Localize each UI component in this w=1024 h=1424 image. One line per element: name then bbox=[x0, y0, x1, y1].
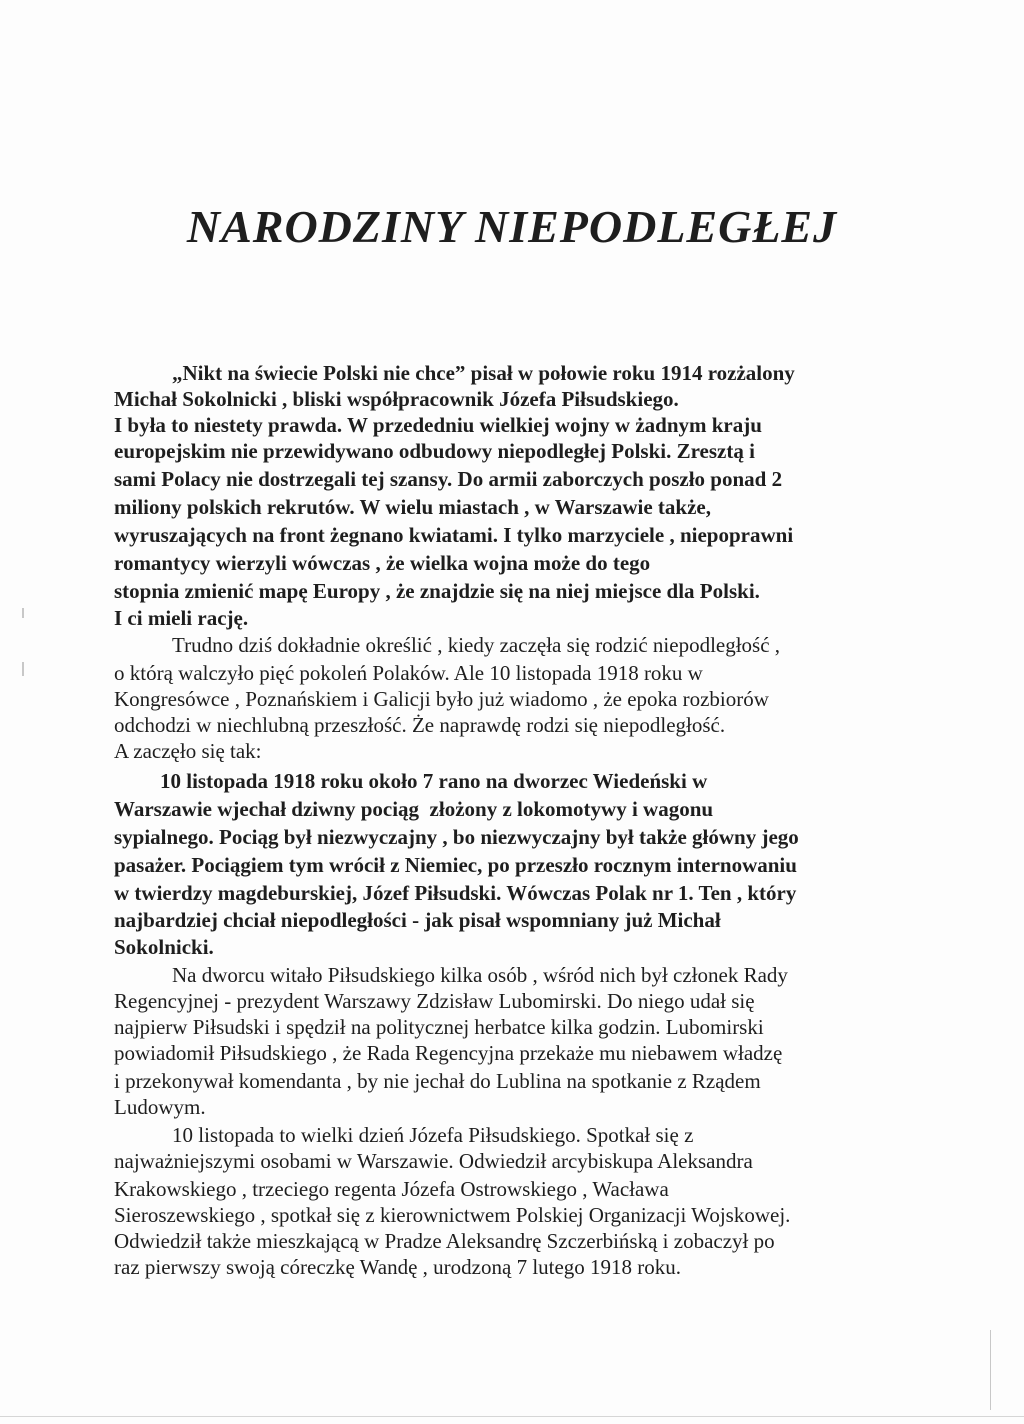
paragraph-3-line-5: w twierdzy magdeburskiej, Józef Piłsudski. Wówczas Polak nr 1. Ten , który bbox=[114, 881, 797, 905]
paragraph-1-line-9: stopnia zmienić mapę Europy , że znajdzie się na niej miejsce dla Polski. bbox=[114, 579, 760, 603]
paragraph-5-line-4: Sieroszewskiego , spotkał się z kierownictwem Polskiej Organizacji Wojskowej. bbox=[114, 1203, 791, 1227]
paragraph-1-line-8: romantycy wierzyli wówczas , że wielka wojna może do tego bbox=[114, 551, 651, 575]
document-title: NARODZINY NIEPODLEGŁEJ bbox=[186, 201, 838, 252]
paragraph-5-line-2: najważniejszymi osobami w Warszawie. Odwiedził arcybiskupa Aleksandra bbox=[114, 1149, 753, 1173]
paragraph-3-line-3: sypialnego. Pociąg był niezwyczajny , bo niezwyczajny był także główny jego bbox=[114, 825, 799, 849]
paragraph-4-line-6: Ludowym. bbox=[114, 1095, 206, 1119]
paragraph-2-line-1: Trudno dziś dokładnie określić , kiedy zaczęła się rodzić niepodległość , bbox=[172, 633, 781, 657]
paragraph-4-line-5: i przekonywał komendanta , by nie jechał do Lublina na spotkanie z Rządem bbox=[114, 1069, 761, 1093]
scan-edge-line bbox=[990, 1330, 991, 1410]
paragraph-3-line-6: najbardziej chciał niepodległości - jak pisał wspomniany już Michał bbox=[114, 908, 721, 932]
paragraph-1-line-2: Michał Sokolnicki , bliski współpracownik Józefa Piłsudskiego. bbox=[114, 387, 679, 411]
paragraph-5-line-6: raz pierwszy swoją córeczkę Wandę , urodzoną 7 lutego 1918 roku. bbox=[114, 1255, 682, 1279]
paragraph-3-line-7: Sokolnicki. bbox=[114, 935, 214, 959]
scan-bottom-line bbox=[0, 1416, 1024, 1417]
paragraph-5-line-3: Krakowskiego , trzeciego regenta Józefa Ostrowskiego , Wacława bbox=[114, 1177, 669, 1201]
paragraph-1-line-6: miliony polskich rekrutów. W wielu miastach , w Warszawie także, bbox=[114, 495, 711, 519]
paragraph-1-line-3: I była to niestety prawda. W przededniu wielkiej wojny w żadnym kraju bbox=[114, 413, 762, 437]
paragraph-2-line-5: A zaczęło się tak: bbox=[114, 739, 262, 763]
paragraph-1-line-5: sami Polacy nie dostrzegali tej szansy. Do armii zaborczych poszło ponad 2 bbox=[114, 467, 783, 491]
paragraph-3-line-4: pasażer. Pociągiem tym wrócił z Niemiec, po przeszło rocznym internowaniu bbox=[114, 853, 797, 877]
paragraph-1-line-10: I ci mieli rację. bbox=[114, 606, 249, 630]
scan-speck bbox=[22, 662, 24, 676]
paragraph-3-line-1: 10 listopada 1918 roku około 7 rano na dworzec Wiedeński w bbox=[160, 769, 708, 793]
paragraph-2-line-4: odchodzi w niechlubną przeszłość. Że naprawdę rodzi się niepodległość. bbox=[114, 713, 726, 737]
paragraph-1-line-7: wyruszających na front żegnano kwiatami. I tylko marzyciele , niepoprawni bbox=[114, 523, 794, 547]
paragraph-2-line-2: o którą walczyło pięć pokoleń Polaków. Ale 10 listopada 1918 roku w bbox=[114, 661, 703, 685]
scan-speck bbox=[22, 608, 24, 618]
paragraph-2-line-3: Kongresówce , Poznańskiem i Galicji było już wiadomo , że epoka rozbiorów bbox=[114, 687, 769, 711]
paragraph-4-line-2: Regencyjnej - prezydent Warszawy Zdzisław Lubomirski. Do niego udał się bbox=[114, 989, 755, 1013]
paragraph-5-line-1: 10 listopada to wielki dzień Józefa Piłsudskiego. Spotkał się z bbox=[172, 1123, 694, 1147]
paragraph-4-line-4: powiadomił Piłsudskiego , że Rada Regencyjna przekaże mu niebawem władzę bbox=[114, 1041, 783, 1065]
paragraph-4-line-1: Na dworcu witało Piłsudskiego kilka osób , wśród nich był członek Rady bbox=[172, 963, 788, 987]
paragraph-5-line-5: Odwiedził także mieszkającą w Pradze Aleksandrę Szczerbińską i zobaczył po bbox=[114, 1229, 775, 1253]
paragraph-1-line-4: europejskim nie przewidywano odbudowy niepodległej Polski. Zresztą i bbox=[114, 439, 755, 463]
paragraph-1-line-1: „Nikt na świecie Polski nie chce” pisał w połowie roku 1914 rozżalony bbox=[172, 361, 795, 385]
paragraph-4-line-3: najpierw Piłsudski i spędził na politycznej herbatce kilka godzin. Lubomirski bbox=[114, 1015, 764, 1039]
paragraph-3-line-2: Warszawie wjechał dziwny pociąg złożony z lokomotywy i wagonu bbox=[114, 797, 714, 821]
